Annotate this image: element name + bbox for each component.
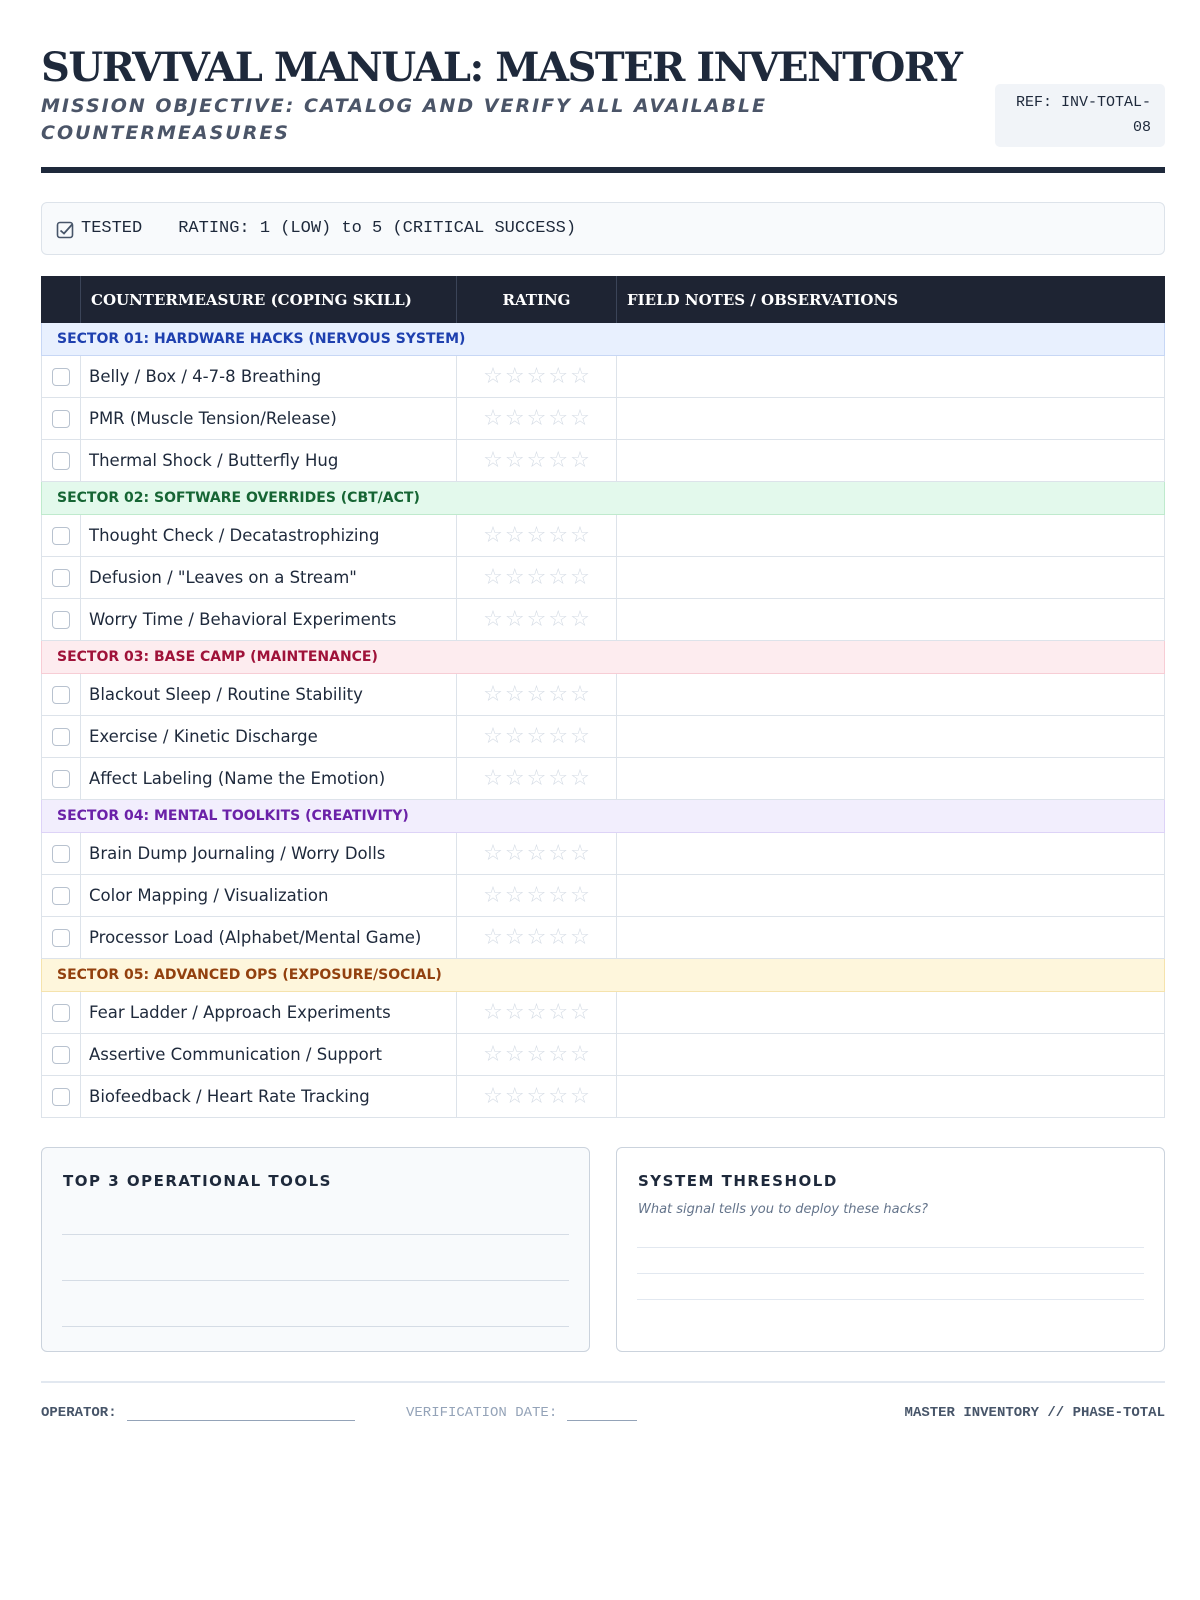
star-icon[interactable]: ☆: [570, 447, 590, 473]
tested-checkbox[interactable]: [52, 1004, 70, 1022]
star-icon[interactable]: ☆: [548, 840, 569, 866]
star-icon[interactable]: ☆: [570, 840, 590, 866]
field-notes-cell[interactable]: [617, 716, 1164, 757]
system-threshold-panel: [616, 1147, 1165, 1352]
star-rating: [483, 564, 590, 590]
header-field-notes: FIELD NOTES / OBSERVATIONS: [627, 290, 899, 309]
tested-checkbox[interactable]: [52, 887, 70, 905]
table-row: [41, 1034, 1165, 1076]
field-notes-cell[interactable]: [617, 599, 1164, 640]
rating-cell: [457, 917, 617, 958]
table-row: [41, 599, 1165, 641]
checkbox-cell: [42, 440, 81, 481]
page-subtitle: MISSION OBJECTIVE: CATALOG AND VERIFY ALL AVAILABLE COUNTERMEASURES: [41, 95, 768, 144]
star-icon[interactable]: ☆: [526, 681, 547, 707]
checkbox-cell: [42, 875, 81, 916]
checkbox-cell: [42, 716, 81, 757]
rating-cell: [457, 674, 617, 715]
star-icon[interactable]: ☆: [570, 564, 590, 590]
tested-checkbox[interactable]: [52, 1046, 70, 1064]
legend-tested-label: TESTED: [81, 219, 143, 238]
table-row: [41, 758, 1165, 800]
star-rating: [483, 606, 590, 632]
star-rating: [483, 405, 590, 431]
field-notes-cell[interactable]: [617, 833, 1164, 874]
rating-cell: [457, 1034, 617, 1075]
star-icon[interactable]: ☆: [504, 405, 525, 431]
star-rating: [483, 765, 590, 791]
rating-cell: [457, 1076, 617, 1117]
sector-header-2: SECTOR 02: SOFTWARE OVERRIDES (CBT/ACT): [41, 482, 1165, 515]
field-notes-cell[interactable]: [617, 440, 1164, 481]
operator-signature-line[interactable]: [127, 1408, 355, 1421]
threshold-line-3[interactable]: [637, 1299, 1144, 1300]
star-icon[interactable]: ☆: [526, 840, 547, 866]
star-icon[interactable]: ☆: [483, 564, 503, 590]
star-icon[interactable]: ☆: [504, 363, 525, 389]
table-row: [41, 917, 1165, 959]
star-icon[interactable]: ☆: [548, 723, 569, 749]
star-icon[interactable]: ☆: [526, 765, 547, 791]
star-icon[interactable]: ☆: [504, 606, 525, 632]
table-row: [41, 515, 1165, 557]
field-notes-cell[interactable]: [617, 758, 1164, 799]
star-icon[interactable]: ☆: [504, 840, 525, 866]
top-tools-line-2[interactable]: [62, 1280, 569, 1281]
countermeasure-name: Assertive Communication / Support: [81, 1034, 457, 1075]
checkbox-cell: [42, 515, 81, 556]
star-icon[interactable]: ☆: [483, 882, 503, 908]
star-icon[interactable]: ☆: [570, 522, 590, 548]
rating-cell: [457, 716, 617, 757]
field-notes-cell[interactable]: [617, 557, 1164, 598]
star-icon[interactable]: ☆: [504, 765, 525, 791]
star-rating: [483, 1083, 590, 1109]
sector-header-4: SECTOR 04: MENTAL TOOLKITS (CREATIVITY): [41, 800, 1165, 833]
reference-line-2: 08: [1132, 119, 1151, 136]
star-icon[interactable]: ☆: [570, 405, 590, 431]
star-icon[interactable]: ☆: [504, 1083, 525, 1109]
star-icon[interactable]: ☆: [526, 522, 547, 548]
star-icon[interactable]: ☆: [570, 1083, 590, 1109]
checkbox-cell: [42, 992, 81, 1033]
countermeasure-name: Brain Dump Journaling / Worry Dolls: [81, 833, 457, 874]
star-rating: [483, 447, 590, 473]
star-icon[interactable]: ☆: [526, 1041, 547, 1067]
star-rating: [483, 522, 590, 548]
star-rating: [483, 723, 590, 749]
field-notes-cell[interactable]: [617, 674, 1164, 715]
star-icon[interactable]: ☆: [526, 447, 547, 473]
countermeasure-name: Thought Check / Decatastrophizing: [81, 515, 457, 556]
star-icon[interactable]: ☆: [483, 765, 503, 791]
countermeasure-name: Defusion / "Leaves on a Stream": [81, 557, 457, 598]
rating-cell: [457, 875, 617, 916]
star-icon[interactable]: ☆: [548, 405, 569, 431]
sector-header-3: SECTOR 03: BASE CAMP (MAINTENANCE): [41, 641, 1165, 674]
threshold-line-2[interactable]: [637, 1273, 1144, 1274]
star-icon[interactable]: ☆: [548, 606, 569, 632]
table-row: [41, 557, 1165, 599]
star-icon[interactable]: ☆: [548, 882, 569, 908]
star-icon[interactable]: ☆: [570, 924, 590, 950]
reference-line-1: REF: INV-TOTAL-: [1015, 94, 1151, 111]
system-threshold-hint: What signal tells you to deploy these hacks?: [638, 1202, 928, 1217]
star-icon[interactable]: ☆: [548, 564, 569, 590]
star-icon[interactable]: ☆: [548, 1041, 569, 1067]
rating-cell: [457, 992, 617, 1033]
star-icon[interactable]: ☆: [483, 924, 503, 950]
star-icon[interactable]: ☆: [483, 840, 503, 866]
verification-date-line[interactable]: [567, 1408, 637, 1421]
star-icon[interactable]: ☆: [483, 405, 503, 431]
countermeasure-name: Processor Load (Alphabet/Mental Game): [81, 917, 457, 958]
star-icon[interactable]: ☆: [548, 1083, 569, 1109]
table-row: [41, 356, 1165, 398]
star-rating: [483, 882, 590, 908]
tested-checkbox[interactable]: [52, 410, 70, 428]
footer-divider: [41, 1381, 1165, 1383]
legend-bar: [41, 202, 1165, 255]
star-icon[interactable]: ☆: [504, 882, 525, 908]
star-icon[interactable]: ☆: [526, 924, 547, 950]
rating-cell: [457, 557, 617, 598]
tested-checkbox[interactable]: [52, 611, 70, 629]
tested-checkbox[interactable]: [52, 452, 70, 470]
page-title: SURVIVAL MANUAL: MASTER INVENTORY: [41, 44, 962, 91]
star-rating: [483, 363, 590, 389]
verification-date-label: VERIFICATION DATE:: [406, 1405, 558, 1421]
star-icon[interactable]: ☆: [483, 606, 503, 632]
star-icon[interactable]: ☆: [570, 681, 590, 707]
top-tools-line-1[interactable]: [62, 1234, 569, 1235]
footer-document-label: MASTER INVENTORY // PHASE-TOTAL: [904, 1405, 1165, 1421]
field-notes-cell[interactable]: [617, 398, 1164, 439]
rating-cell: [457, 356, 617, 397]
field-notes-cell[interactable]: [617, 515, 1164, 556]
star-icon[interactable]: ☆: [483, 363, 503, 389]
star-icon[interactable]: ☆: [570, 999, 590, 1025]
table-row: [41, 875, 1165, 917]
star-icon[interactable]: ☆: [570, 363, 590, 389]
star-icon[interactable]: ☆: [504, 1041, 525, 1067]
checkbox-cell: [42, 356, 81, 397]
countermeasure-name: Biofeedback / Heart Rate Tracking: [81, 1076, 457, 1117]
star-icon[interactable]: ☆: [548, 765, 569, 791]
star-icon[interactable]: ☆: [548, 447, 569, 473]
star-rating: [483, 1041, 590, 1067]
threshold-line-1[interactable]: [637, 1247, 1144, 1248]
tested-checkbox[interactable]: [52, 1088, 70, 1106]
top-tools-title: TOP 3 OPERATIONAL TOOLS: [63, 1172, 332, 1190]
checkbox-cell: [42, 833, 81, 874]
top-tools-panel: [41, 1147, 590, 1352]
table-row: [41, 398, 1165, 440]
star-icon[interactable]: ☆: [526, 882, 547, 908]
top-tools-line-3[interactable]: [62, 1326, 569, 1327]
star-icon[interactable]: ☆: [483, 681, 503, 707]
table-body: [41, 323, 1165, 1118]
star-icon[interactable]: ☆: [483, 723, 503, 749]
field-notes-cell[interactable]: [617, 875, 1164, 916]
table-row: [41, 833, 1165, 875]
star-icon[interactable]: ☆: [526, 1083, 547, 1109]
star-rating: [483, 681, 590, 707]
checkbox-cell: [42, 1076, 81, 1117]
star-icon[interactable]: ☆: [483, 522, 503, 548]
operator-label: OPERATOR:: [41, 1405, 117, 1421]
checkbox-cell: [42, 398, 81, 439]
tested-checkbox[interactable]: [52, 368, 70, 386]
table-row: [41, 1076, 1165, 1118]
star-icon[interactable]: ☆: [526, 606, 547, 632]
rating-cell: [457, 599, 617, 640]
table-row: [41, 440, 1165, 482]
star-icon[interactable]: ☆: [548, 522, 569, 548]
tested-checkbox[interactable]: [52, 929, 70, 947]
rating-cell: [457, 833, 617, 874]
star-icon[interactable]: ☆: [570, 882, 590, 908]
star-icon[interactable]: ☆: [504, 564, 525, 590]
countermeasure-name: PMR (Muscle Tension/Release): [81, 398, 457, 439]
rating-cell: [457, 398, 617, 439]
star-icon[interactable]: ☆: [526, 723, 547, 749]
star-icon[interactable]: ☆: [504, 723, 525, 749]
countermeasure-name: Blackout Sleep / Routine Stability: [81, 674, 457, 715]
star-icon[interactable]: ☆: [548, 924, 569, 950]
star-icon[interactable]: ☆: [504, 924, 525, 950]
tested-checkbox[interactable]: [52, 569, 70, 587]
star-icon[interactable]: ☆: [526, 999, 547, 1025]
star-rating: [483, 840, 590, 866]
countermeasure-name: Affect Labeling (Name the Emotion): [81, 758, 457, 799]
star-icon[interactable]: ☆: [548, 363, 569, 389]
tested-checkbox[interactable]: [52, 770, 70, 788]
checkbox-cell: [42, 599, 81, 640]
checkbox-cell: [42, 917, 81, 958]
star-icon[interactable]: ☆: [570, 765, 590, 791]
star-icon[interactable]: ☆: [570, 606, 590, 632]
star-icon[interactable]: ☆: [483, 447, 503, 473]
checkbox-cell: [42, 1034, 81, 1075]
star-icon[interactable]: ☆: [526, 405, 547, 431]
star-icon[interactable]: ☆: [570, 723, 590, 749]
star-icon[interactable]: ☆: [504, 522, 525, 548]
header-check-column: [41, 276, 81, 323]
star-icon[interactable]: ☆: [483, 999, 503, 1025]
system-threshold-title: SYSTEM THRESHOLD: [638, 1172, 838, 1190]
star-icon[interactable]: ☆: [526, 363, 547, 389]
verification-date-field: [406, 1405, 637, 1421]
tested-checkbox[interactable]: [52, 527, 70, 545]
reference-badge: [995, 84, 1165, 147]
star-icon[interactable]: ☆: [504, 681, 525, 707]
legend-rating-scale: RATING: 1 (LOW) to 5 (CRITICAL SUCCESS): [178, 219, 577, 238]
table-row: [41, 674, 1165, 716]
star-icon[interactable]: ☆: [548, 999, 569, 1025]
countermeasure-name: Exercise / Kinetic Discharge: [81, 716, 457, 757]
star-icon[interactable]: ☆: [483, 1083, 503, 1109]
header-countermeasure: COUNTERMEASURE (COPING SKILL): [81, 276, 457, 323]
rating-cell: [457, 440, 617, 481]
field-notes-cell[interactable]: [617, 992, 1164, 1033]
star-rating: [483, 924, 590, 950]
checkbox-checked-icon: [56, 221, 74, 239]
star-rating: [483, 999, 590, 1025]
operator-field: [41, 1405, 355, 1421]
table-row: [41, 716, 1165, 758]
field-notes-cell[interactable]: [617, 1034, 1164, 1075]
countermeasure-name: Belly / Box / 4-7-8 Breathing: [81, 356, 457, 397]
rating-cell: [457, 515, 617, 556]
countermeasure-name: Worry Time / Behavioral Experiments: [81, 599, 457, 640]
star-icon[interactable]: ☆: [548, 681, 569, 707]
star-icon[interactable]: ☆: [504, 999, 525, 1025]
sector-header-5: SECTOR 05: ADVANCED OPS (EXPOSURE/SOCIAL): [41, 959, 1165, 992]
countermeasure-name: Thermal Shock / Butterfly Hug: [81, 440, 457, 481]
rating-cell: [457, 758, 617, 799]
star-icon[interactable]: ☆: [570, 1041, 590, 1067]
checkbox-cell: [42, 758, 81, 799]
field-notes-cell[interactable]: [617, 1076, 1164, 1117]
tested-checkbox[interactable]: [52, 686, 70, 704]
countermeasure-table: [41, 276, 1165, 1118]
checkbox-cell: [42, 674, 81, 715]
checkbox-cell: [42, 557, 81, 598]
field-notes-cell[interactable]: [617, 917, 1164, 958]
sector-header-1: SECTOR 01: HARDWARE HACKS (NERVOUS SYSTEM): [41, 323, 1165, 356]
tested-checkbox[interactable]: [52, 728, 70, 746]
countermeasure-name: Fear Ladder / Approach Experiments: [81, 992, 457, 1033]
header-rating: RATING: [457, 276, 617, 323]
countermeasure-name: Color Mapping / Visualization: [81, 875, 457, 916]
star-icon[interactable]: ☆: [483, 1041, 503, 1067]
star-icon[interactable]: ☆: [526, 564, 547, 590]
star-icon[interactable]: ☆: [504, 447, 525, 473]
header-divider: [41, 167, 1165, 173]
field-notes-cell[interactable]: [617, 356, 1164, 397]
table-header: [41, 276, 1165, 323]
tested-checkbox[interactable]: [52, 845, 70, 863]
table-row: [41, 992, 1165, 1034]
